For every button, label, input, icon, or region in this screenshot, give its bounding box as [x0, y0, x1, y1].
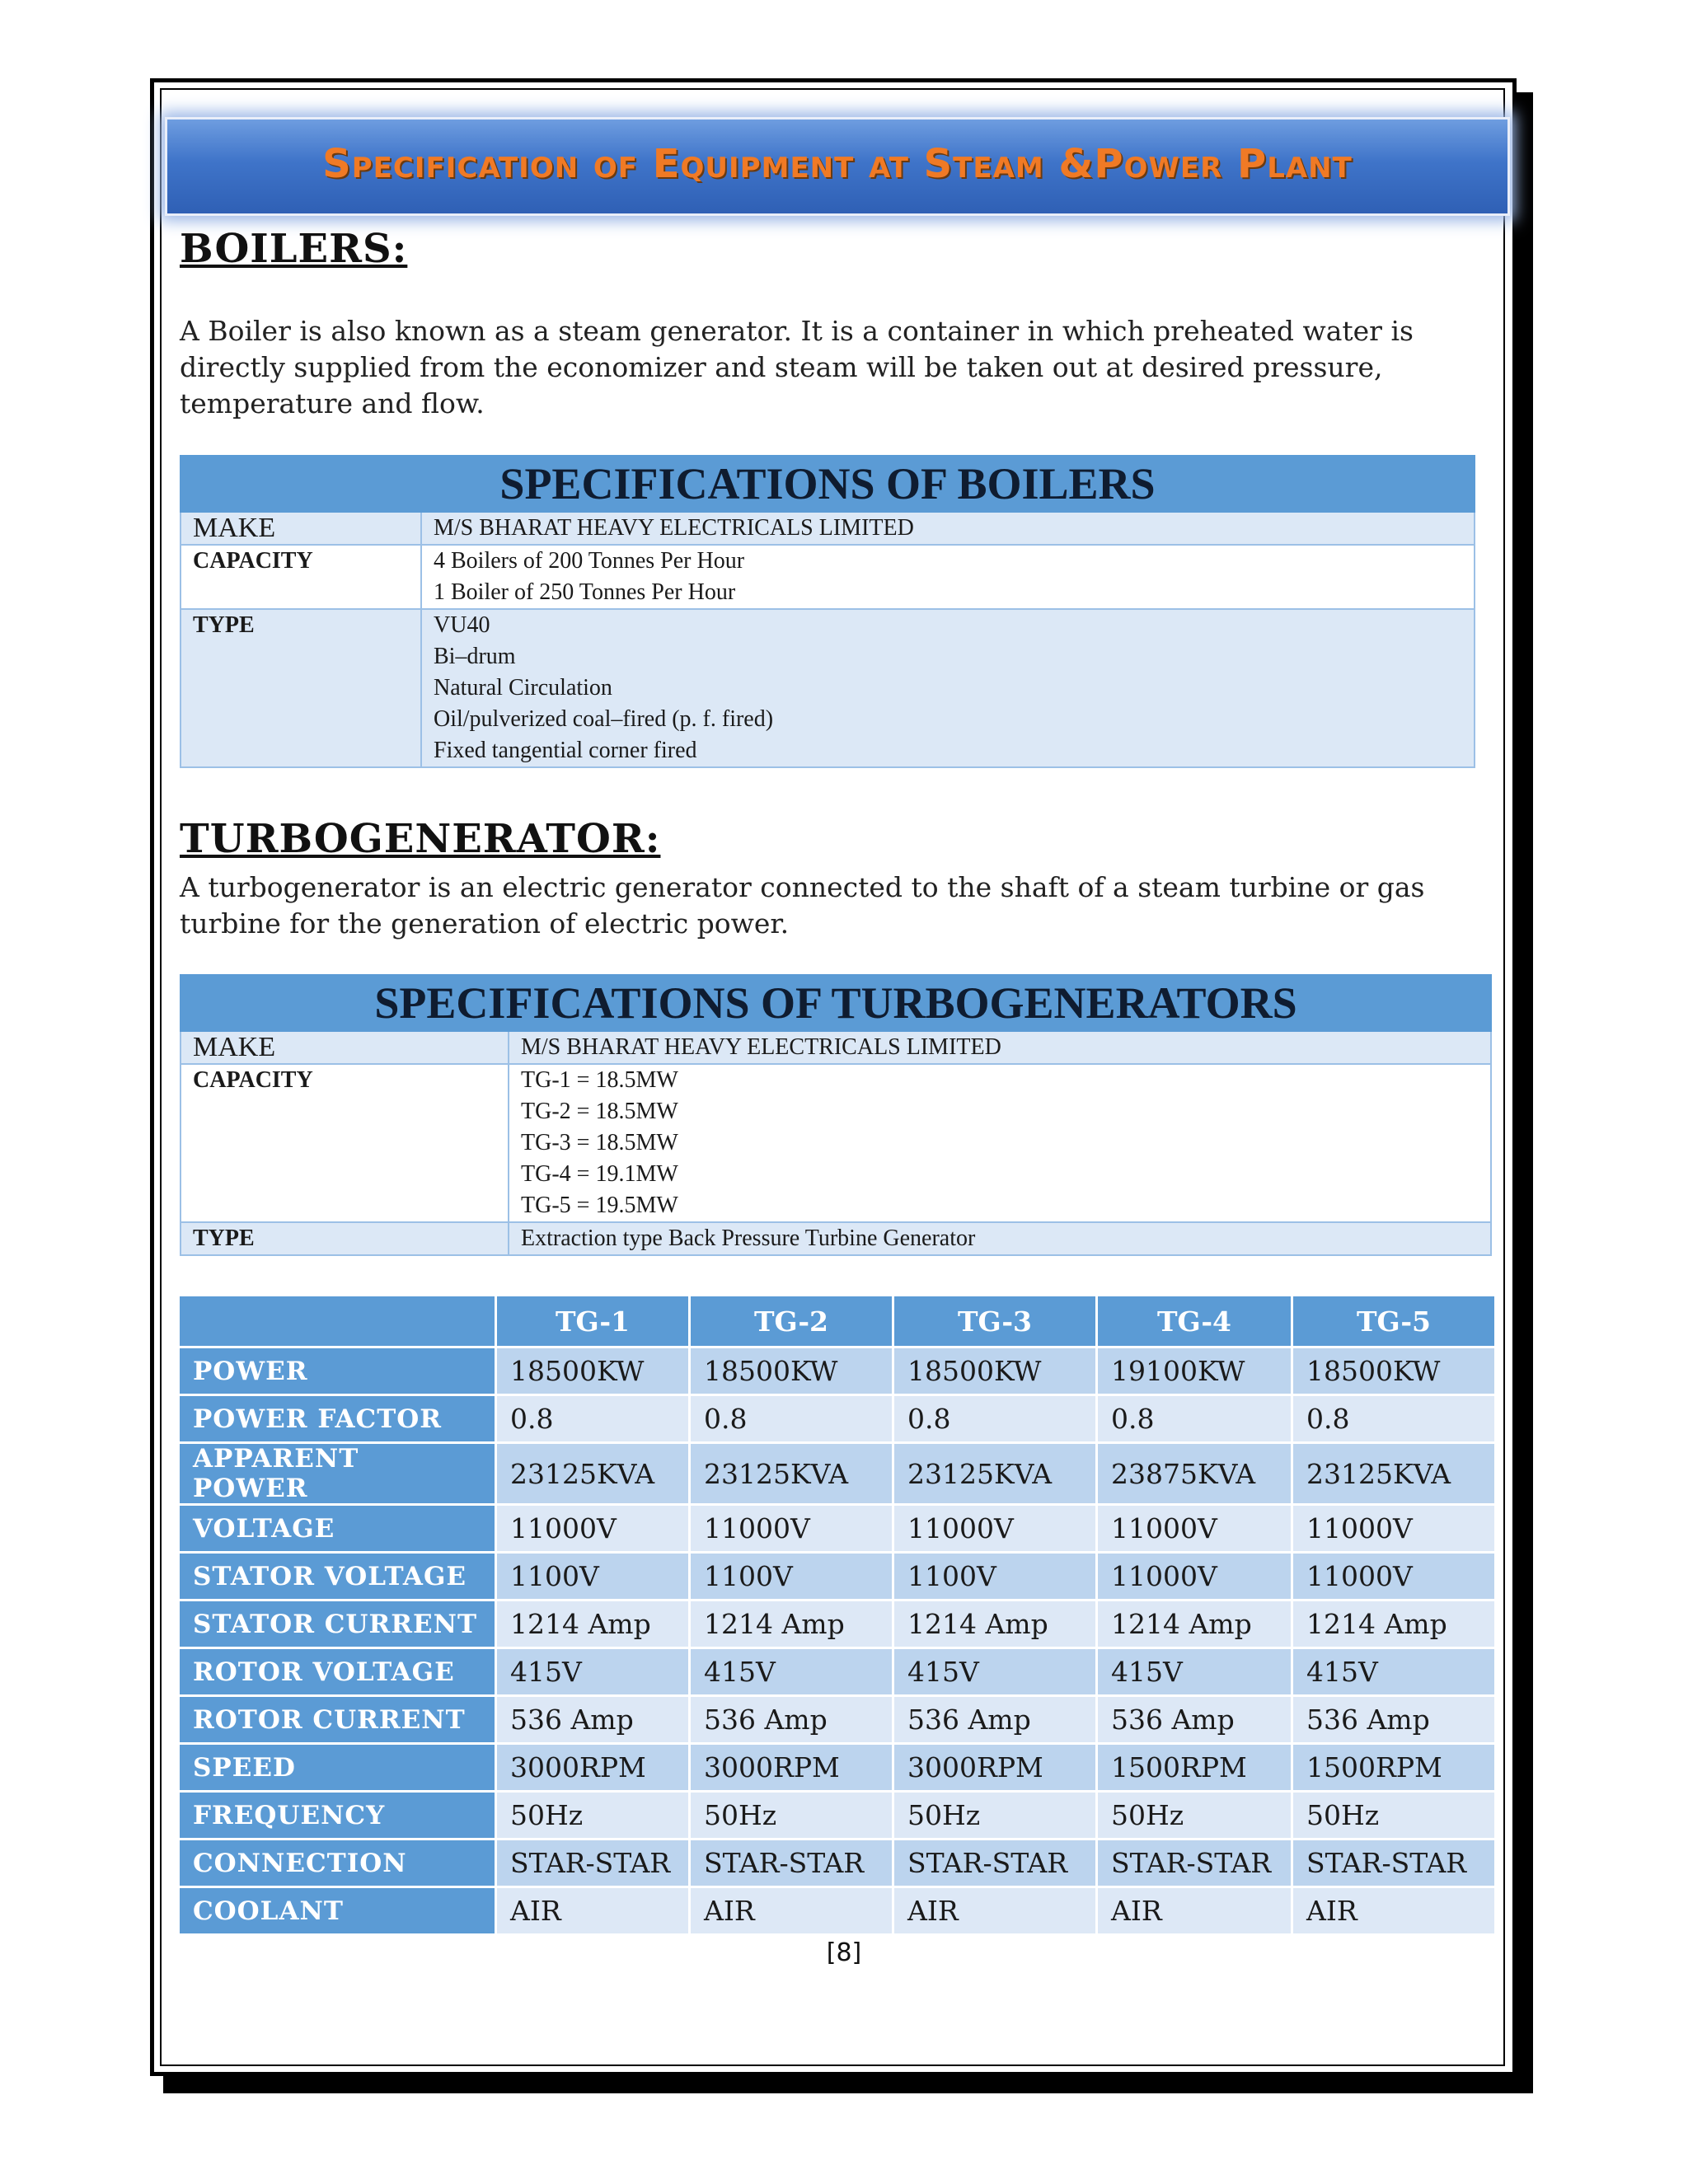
tg-cell: 18500KW	[691, 1348, 892, 1394]
tg-cell: 415V	[894, 1649, 1095, 1694]
turbo-capacity-line: TG-5 = 19.5MW	[521, 1193, 678, 1218]
tg-column-header: TG-1	[497, 1296, 688, 1346]
tg-column-header: TG-2	[691, 1296, 892, 1346]
boilers-type-label: TYPE	[181, 609, 421, 767]
tg-cell: 50Hz	[894, 1793, 1095, 1838]
tg-cell: 19100KW	[1098, 1348, 1291, 1394]
tg-row-label: APPARENT POWER	[180, 1444, 495, 1503]
turbo-spec-table	[180, 974, 1492, 1256]
turbo-make-label: MAKE	[181, 1031, 509, 1064]
table-row	[180, 1745, 1494, 1790]
tg-comparison-table	[177, 1294, 1497, 1936]
tg-cell: AIR	[1098, 1888, 1291, 1933]
turbo-make-value: M/S BHARAT HEAVY ELECTRICALS LIMITED	[509, 1031, 1491, 1064]
tg-cell: 11000V	[497, 1506, 688, 1551]
turbo-heading: TURBOGENERATOR:	[180, 816, 661, 862]
table-row	[180, 1840, 1494, 1886]
turbo-capacity-line: TG-3 = 18.5MW	[521, 1130, 678, 1155]
tg-cell: 1214 Amp	[1293, 1601, 1494, 1647]
turbo-capacity-line: TG-1 = 18.5MW	[521, 1067, 678, 1093]
tg-cell: 11000V	[1293, 1506, 1494, 1551]
boilers-type-line: Oil/pulverized coal–fired (p. f. fired)	[434, 706, 774, 732]
table-row	[180, 1396, 1494, 1441]
banner-title: Specification of Equipment at Steam &Power Plant	[322, 141, 1353, 187]
tg-cell: 1214 Amp	[691, 1601, 892, 1647]
tg-row-label: VOLTAGE	[180, 1506, 495, 1551]
tg-cell: 415V	[1098, 1649, 1291, 1694]
tg-row-label: SPEED	[180, 1745, 495, 1790]
tg-cell: 1500RPM	[1098, 1745, 1291, 1790]
tg-header-row	[180, 1296, 1494, 1346]
tg-cell: 536 Amp	[1293, 1697, 1494, 1742]
tg-cell: AIR	[497, 1888, 688, 1933]
tg-cell: 23125KVA	[894, 1444, 1095, 1503]
tg-cell: 3000RPM	[894, 1745, 1095, 1790]
tg-column-header: TG-5	[1293, 1296, 1494, 1346]
tg-cell: 23125KVA	[1293, 1444, 1494, 1503]
tg-cell: 3000RPM	[691, 1745, 892, 1790]
table-row	[180, 1888, 1494, 1933]
tg-cell: 1214 Amp	[497, 1601, 688, 1647]
tg-header-corner	[180, 1296, 495, 1346]
turbo-capacity-label: CAPACITY	[181, 1064, 509, 1222]
tg-cell: 536 Amp	[894, 1697, 1095, 1742]
tg-cell: AIR	[1293, 1888, 1494, 1933]
tg-cell: 18500KW	[894, 1348, 1095, 1394]
tg-cell: 50Hz	[1098, 1793, 1291, 1838]
boilers-type-line: VU40	[434, 612, 490, 638]
page-number: [8]	[826, 1938, 862, 1967]
tg-row-label: CONNECTION	[180, 1840, 495, 1886]
turbo-table-title: SPECIFICATIONS OF TURBOGENERATORS	[181, 975, 1491, 1031]
boilers-type-line: Natural Circulation	[434, 675, 612, 701]
table-row	[180, 1348, 1494, 1394]
table-row	[180, 1649, 1494, 1694]
table-row	[180, 1506, 1494, 1551]
tg-row-label: STATOR CURRENT	[180, 1601, 495, 1647]
tg-cell: STAR-STAR	[894, 1840, 1095, 1886]
tg-cell: 23125KVA	[497, 1444, 688, 1503]
tg-row-label: ROTOR CURRENT	[180, 1697, 495, 1742]
tg-cell: 0.8	[691, 1396, 892, 1441]
tg-cell: 23875KVA	[1098, 1444, 1291, 1503]
tg-cell: 1500RPM	[1293, 1745, 1494, 1790]
tg-row-label: STATOR VOLTAGE	[180, 1554, 495, 1599]
tg-cell: 1100V	[497, 1554, 688, 1599]
boilers-make-value: M/S BHARAT HEAVY ELECTRICALS LIMITED	[421, 512, 1475, 545]
tg-cell: 11000V	[894, 1506, 1095, 1551]
tg-cell: STAR-STAR	[1293, 1840, 1494, 1886]
turbo-capacity-values	[509, 1064, 1491, 1222]
boilers-type-values	[421, 609, 1475, 767]
tg-cell: 1100V	[691, 1554, 892, 1599]
tg-cell: 0.8	[497, 1396, 688, 1441]
turbo-capacity-line: TG-4 = 19.1MW	[521, 1161, 678, 1187]
table-row	[180, 1697, 1494, 1742]
tg-row-label: COOLANT	[180, 1888, 495, 1933]
tg-cell: 0.8	[894, 1396, 1095, 1441]
tg-row-label: POWER FACTOR	[180, 1396, 495, 1441]
boilers-heading: BOILERS:	[180, 226, 408, 272]
tg-cell: 50Hz	[1293, 1793, 1494, 1838]
tg-cell: 50Hz	[497, 1793, 688, 1838]
table-row	[180, 1444, 1494, 1503]
tg-column-header: TG-3	[894, 1296, 1095, 1346]
boilers-spec-table	[180, 455, 1475, 768]
boilers-type-line: Fixed tangential corner fired	[434, 738, 697, 763]
table-row	[180, 1601, 1494, 1647]
tg-cell: 536 Amp	[691, 1697, 892, 1742]
boilers-paragraph: A Boiler is also known as a steam generator. It is a container in which preheated water is directly supplied from the economizer and steam will be taken out at desired pressure, temperature and flow.	[180, 315, 1414, 419]
tg-cell: 3000RPM	[497, 1745, 688, 1790]
tg-cell: 415V	[497, 1649, 688, 1694]
tg-cell: STAR-STAR	[497, 1840, 688, 1886]
turbo-capacity-line: TG-2 = 18.5MW	[521, 1099, 678, 1124]
tg-cell: 11000V	[1293, 1554, 1494, 1599]
tg-cell: 11000V	[1098, 1554, 1291, 1599]
table-row	[180, 1793, 1494, 1838]
tg-row-label: POWER	[180, 1348, 495, 1394]
title-banner	[165, 117, 1510, 216]
turbo-type-value: Extraction type Back Pressure Turbine Generator	[509, 1222, 1491, 1255]
boilers-table-title: SPECIFICATIONS OF BOILERS	[181, 456, 1475, 512]
tg-cell: 536 Amp	[1098, 1697, 1291, 1742]
boilers-capacity-line: 4 Boilers of 200 Tonnes Per Hour	[434, 548, 745, 574]
tg-cell: 1214 Amp	[894, 1601, 1095, 1647]
tg-cell: AIR	[894, 1888, 1095, 1933]
tg-cell: 11000V	[1098, 1506, 1291, 1551]
tg-cell: 18500KW	[497, 1348, 688, 1394]
turbo-type-label: TYPE	[181, 1222, 509, 1255]
tg-cell: 415V	[691, 1649, 892, 1694]
tg-cell: AIR	[691, 1888, 892, 1933]
tg-cell: STAR-STAR	[1098, 1840, 1291, 1886]
tg-cell: 50Hz	[691, 1793, 892, 1838]
tg-cell: 0.8	[1293, 1396, 1494, 1441]
boilers-make-label: MAKE	[181, 512, 421, 545]
boilers-capacity-line: 1 Boiler of 250 Tonnes Per Hour	[434, 579, 736, 605]
tg-cell: 1100V	[894, 1554, 1095, 1599]
turbo-paragraph: A turbogenerator is an electric generator connected to the shaft of a steam turbine or gas turbine for the generation of electric power.	[180, 871, 1425, 940]
tg-row-label: FREQUENCY	[180, 1793, 495, 1838]
tg-cell: STAR-STAR	[691, 1840, 892, 1886]
tg-column-header: TG-4	[1098, 1296, 1291, 1346]
tg-cell: 11000V	[691, 1506, 892, 1551]
tg-cell: 415V	[1293, 1649, 1494, 1694]
tg-cell: 536 Amp	[497, 1697, 688, 1742]
tg-row-label: ROTOR VOLTAGE	[180, 1649, 495, 1694]
tg-cell: 23125KVA	[691, 1444, 892, 1503]
boilers-type-line: Bi–drum	[434, 644, 516, 669]
tg-cell: 18500KW	[1293, 1348, 1494, 1394]
boilers-capacity-label: CAPACITY	[181, 545, 421, 609]
tg-cell: 1214 Amp	[1098, 1601, 1291, 1647]
boilers-capacity-values	[421, 545, 1475, 609]
table-row	[180, 1554, 1494, 1599]
tg-cell: 0.8	[1098, 1396, 1291, 1441]
